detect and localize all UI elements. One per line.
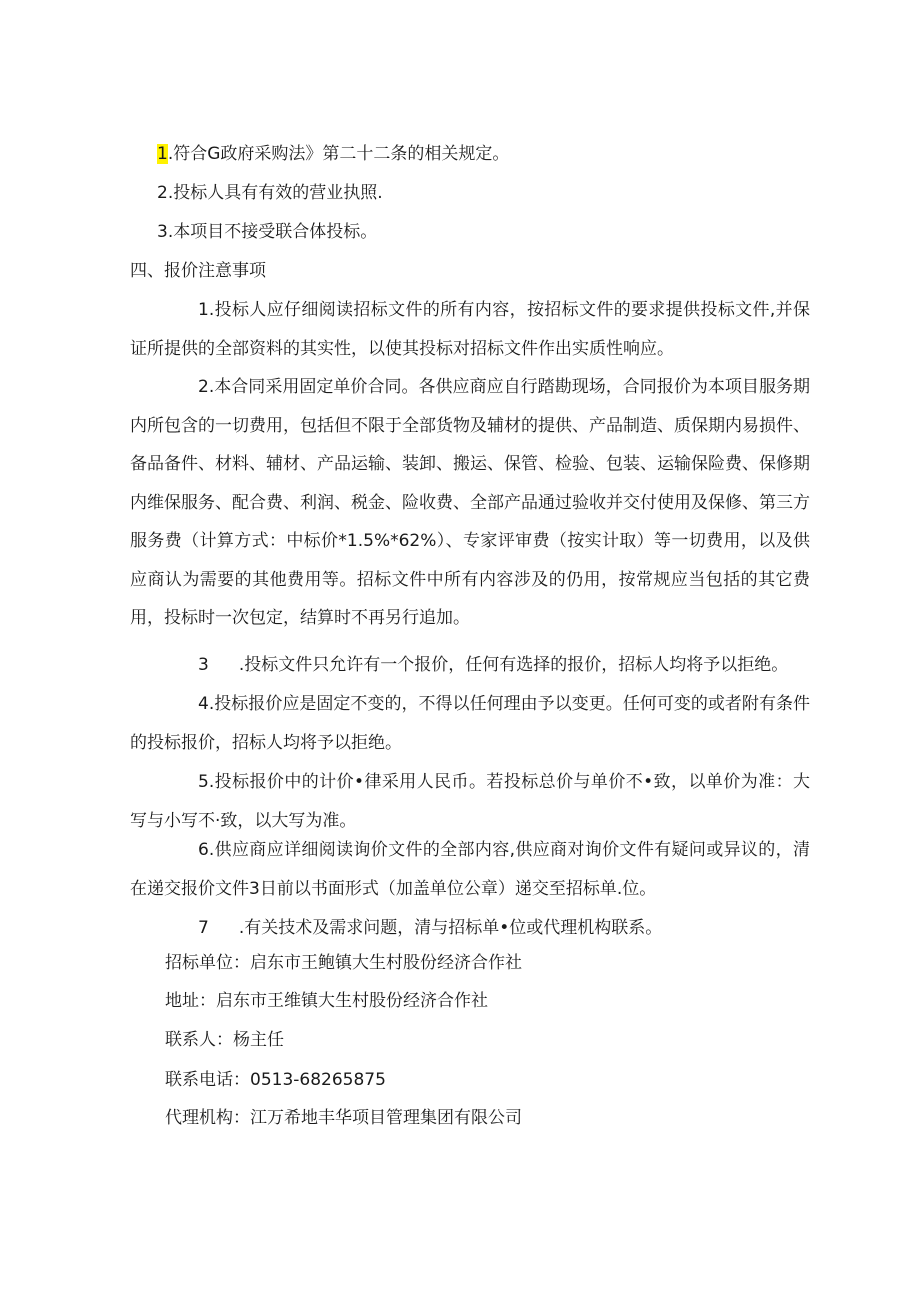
phone-line: 联系电话：0513-68265875 xyxy=(165,1070,386,1090)
item-number: 6 xyxy=(198,840,209,860)
item-text: .投标文件只允许有一个报价，任何有选择的报价，招标人均将予以拒绝。 xyxy=(238,655,789,675)
item-number: 4 xyxy=(198,694,209,714)
item-number: 1 xyxy=(198,300,209,320)
pricing-item-2 xyxy=(130,368,810,638)
pricing-item-5 xyxy=(130,763,810,840)
item-text: .投标报价中的计价•律采用人民币。若投标总价与单价不•致，以单价为准：大写与小写不·致，以大写为准。 xyxy=(130,772,810,831)
item-text: .有关技术及需求问题，清与招标单•位或代理机构联系。 xyxy=(238,918,663,938)
pricing-item-7 xyxy=(130,909,810,948)
pricing-item-6 xyxy=(130,831,810,908)
item-number: 2 xyxy=(198,377,209,397)
item-text: .投标报价应是固定不变的，不得以任何理由予以变更。任何可变的或者附有条件的投标报价，招标人均将予以拒绝。 xyxy=(130,694,810,753)
pricing-item-4 xyxy=(130,685,810,762)
highlighted-number: 1 xyxy=(157,144,168,164)
contact-person-line: 联系人：杨主任 xyxy=(165,1030,284,1050)
agency-line: 代理机构：江万希地丰华项目管理集团有限公司 xyxy=(165,1108,522,1128)
item-text: .供应商应详细阅读询价文件的全部内容,供应商对询价文件有疑问或异议的，清在递交报价文件3日前以书面形式（加盖单位公章）递交至招标单.位。 xyxy=(130,840,810,899)
section-heading: 四、报价注意事项 xyxy=(130,261,266,281)
qualification-item-1-text: .符合G政府采购法》第二十二条的相关规定。 xyxy=(167,144,510,164)
qualification-item-3: 3.本项目不接受联合体投标。 xyxy=(157,222,378,242)
qualification-item-1 xyxy=(157,141,509,167)
item-number: 3 xyxy=(198,655,209,675)
item-text: .投标人应仔细阅读招标文件的所有内容，按招标文件的要求提供投标文件,并保证所提供的全部资料的其实性，以使其投标对招标文件作出实质性响应。 xyxy=(130,300,810,359)
tenderer-line: 招标单位：启东市王鲍镇大生村股份经济合作社 xyxy=(165,953,522,973)
item-number: 5 xyxy=(198,772,209,792)
pricing-item-3 xyxy=(130,646,810,685)
qualification-item-2: 2.投标人具有有效的营业执照. xyxy=(157,183,383,203)
item-number: 7 xyxy=(198,918,209,938)
address-line: 地址：启东市王维镇大生村股份经济合作社 xyxy=(165,991,488,1011)
item-text: .本合同采用固定单价合同。各供应商应自行踏勘现场，合同报价为本项目服务期内所包含的一切费用，包括但不限于全部货物及辅材的提供、产品制造、质保期内易损件、备品备件、材料、辅材、产品运输、装卸、搬运、保管、检验、包装、运输保险费、保修期内维保服务、配合费、利润、税金、险收费、全部产品通过验收并交付使用及保修、第三方服务费（计算方式：中标价*1.5%*62%）、专家评审费（按实计取）等一切费用，以及供应商认为需要的其他费用等。招标文件中所有内容涉及的仍用，按常规应当包括的其它费用，投标时一次包定，结算时不再另行追加。 xyxy=(130,377,810,628)
pricing-item-1 xyxy=(130,291,810,368)
